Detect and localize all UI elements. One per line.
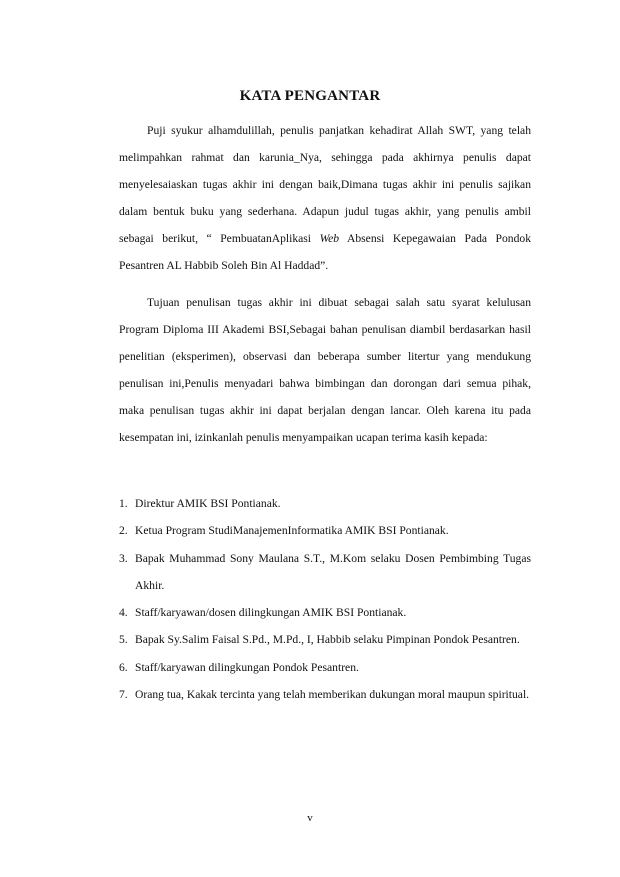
list-item xyxy=(119,654,531,681)
acknowledgement-list xyxy=(119,490,531,708)
page-number: v xyxy=(307,812,313,824)
list-item-number: 1. xyxy=(119,497,128,510)
list-item-text: Staff/karyawan dilingkungan Pondok Pesantren. xyxy=(135,660,359,674)
list-item-text: Orang tua, Kakak tercinta yang telah memberikan dukungan moral maupun spiritual. xyxy=(135,688,530,702)
paragraph-intro xyxy=(119,117,531,280)
list-item xyxy=(119,626,531,653)
paragraph-intro-italic-term: Web xyxy=(319,232,340,246)
list-item-text: Staff/karyawan/dosen dilingkungan AMIK BSI Pontianak. xyxy=(135,606,407,620)
list-item-number: 4. xyxy=(119,606,128,620)
paragraph-intro-text-end: Absensi Kepegawaian Pada Pondok Pesantren AL Habbib Soleh Bin Al Haddad”. xyxy=(119,232,531,273)
list-item-number: 2. xyxy=(119,524,128,538)
list-item-number: 6. xyxy=(119,660,128,674)
list-item-number: 5. xyxy=(119,633,128,647)
list-item xyxy=(119,545,531,600)
list-item-text: Bapak Sy.Salim Faisal S.Pd., M.Pd., I, Habbib selaku Pimpinan Pondok Pesantren. xyxy=(135,633,520,647)
list-item xyxy=(119,599,531,626)
list-item-text: Bapak Muhammad Sony Maulana S.T., M.Kom selaku Dosen Pembimbing Tugas Akhir. xyxy=(135,551,531,592)
list-item xyxy=(119,490,531,517)
list-item xyxy=(119,517,531,544)
list-item-text: Direktur AMIK BSI Pontianak. xyxy=(135,497,281,510)
list-item-number: 3. xyxy=(119,551,128,565)
paragraph-intro-text: Puji syukur alhamdulillah, penulis panjatkan kehadirat Allah SWT, yang telah melimpahkan rahmat dan karunia_Nya, sehingga pada akhirnya penulis dapat menyelesaiaskan tugas akhir ini dengan baik,Dimana tugas akhir ini penulis sajikan dalam bentuk buku yang sederhana. Adapun judul tugas akhir, yang penulis ambil sebagai berikut, “ PembuatanAplikasi xyxy=(119,124,531,246)
paragraph-purpose: Tujuan penulisan tugas akhir ini dibuat sebagai salah satu syarat kelulusan Program Diploma III Akademi BSI,Sebagai bahan penulisan diambil berdasarkan hasil penelitian (eksperimen), observasi dan beberapa sumber litertur yang mendukung penulisan ini,Penulis menyadari bahwa bimbingan dan dorongan dari semua pihak, maka penulisan tugas akhir ini dapat berjalan dengan lancar. Oleh karena itu pada kesempatan ini, izinkanlah penulis menyampaikan ucapan terima kasih kepada: xyxy=(119,296,531,445)
list-item xyxy=(119,681,531,708)
list-item-text: Ketua Program StudiManajemenInformatika AMIK BSI Pontianak. xyxy=(135,524,449,538)
page-title: KATA PENGANTAR xyxy=(239,88,381,104)
list-item-number: 7. xyxy=(119,688,128,702)
